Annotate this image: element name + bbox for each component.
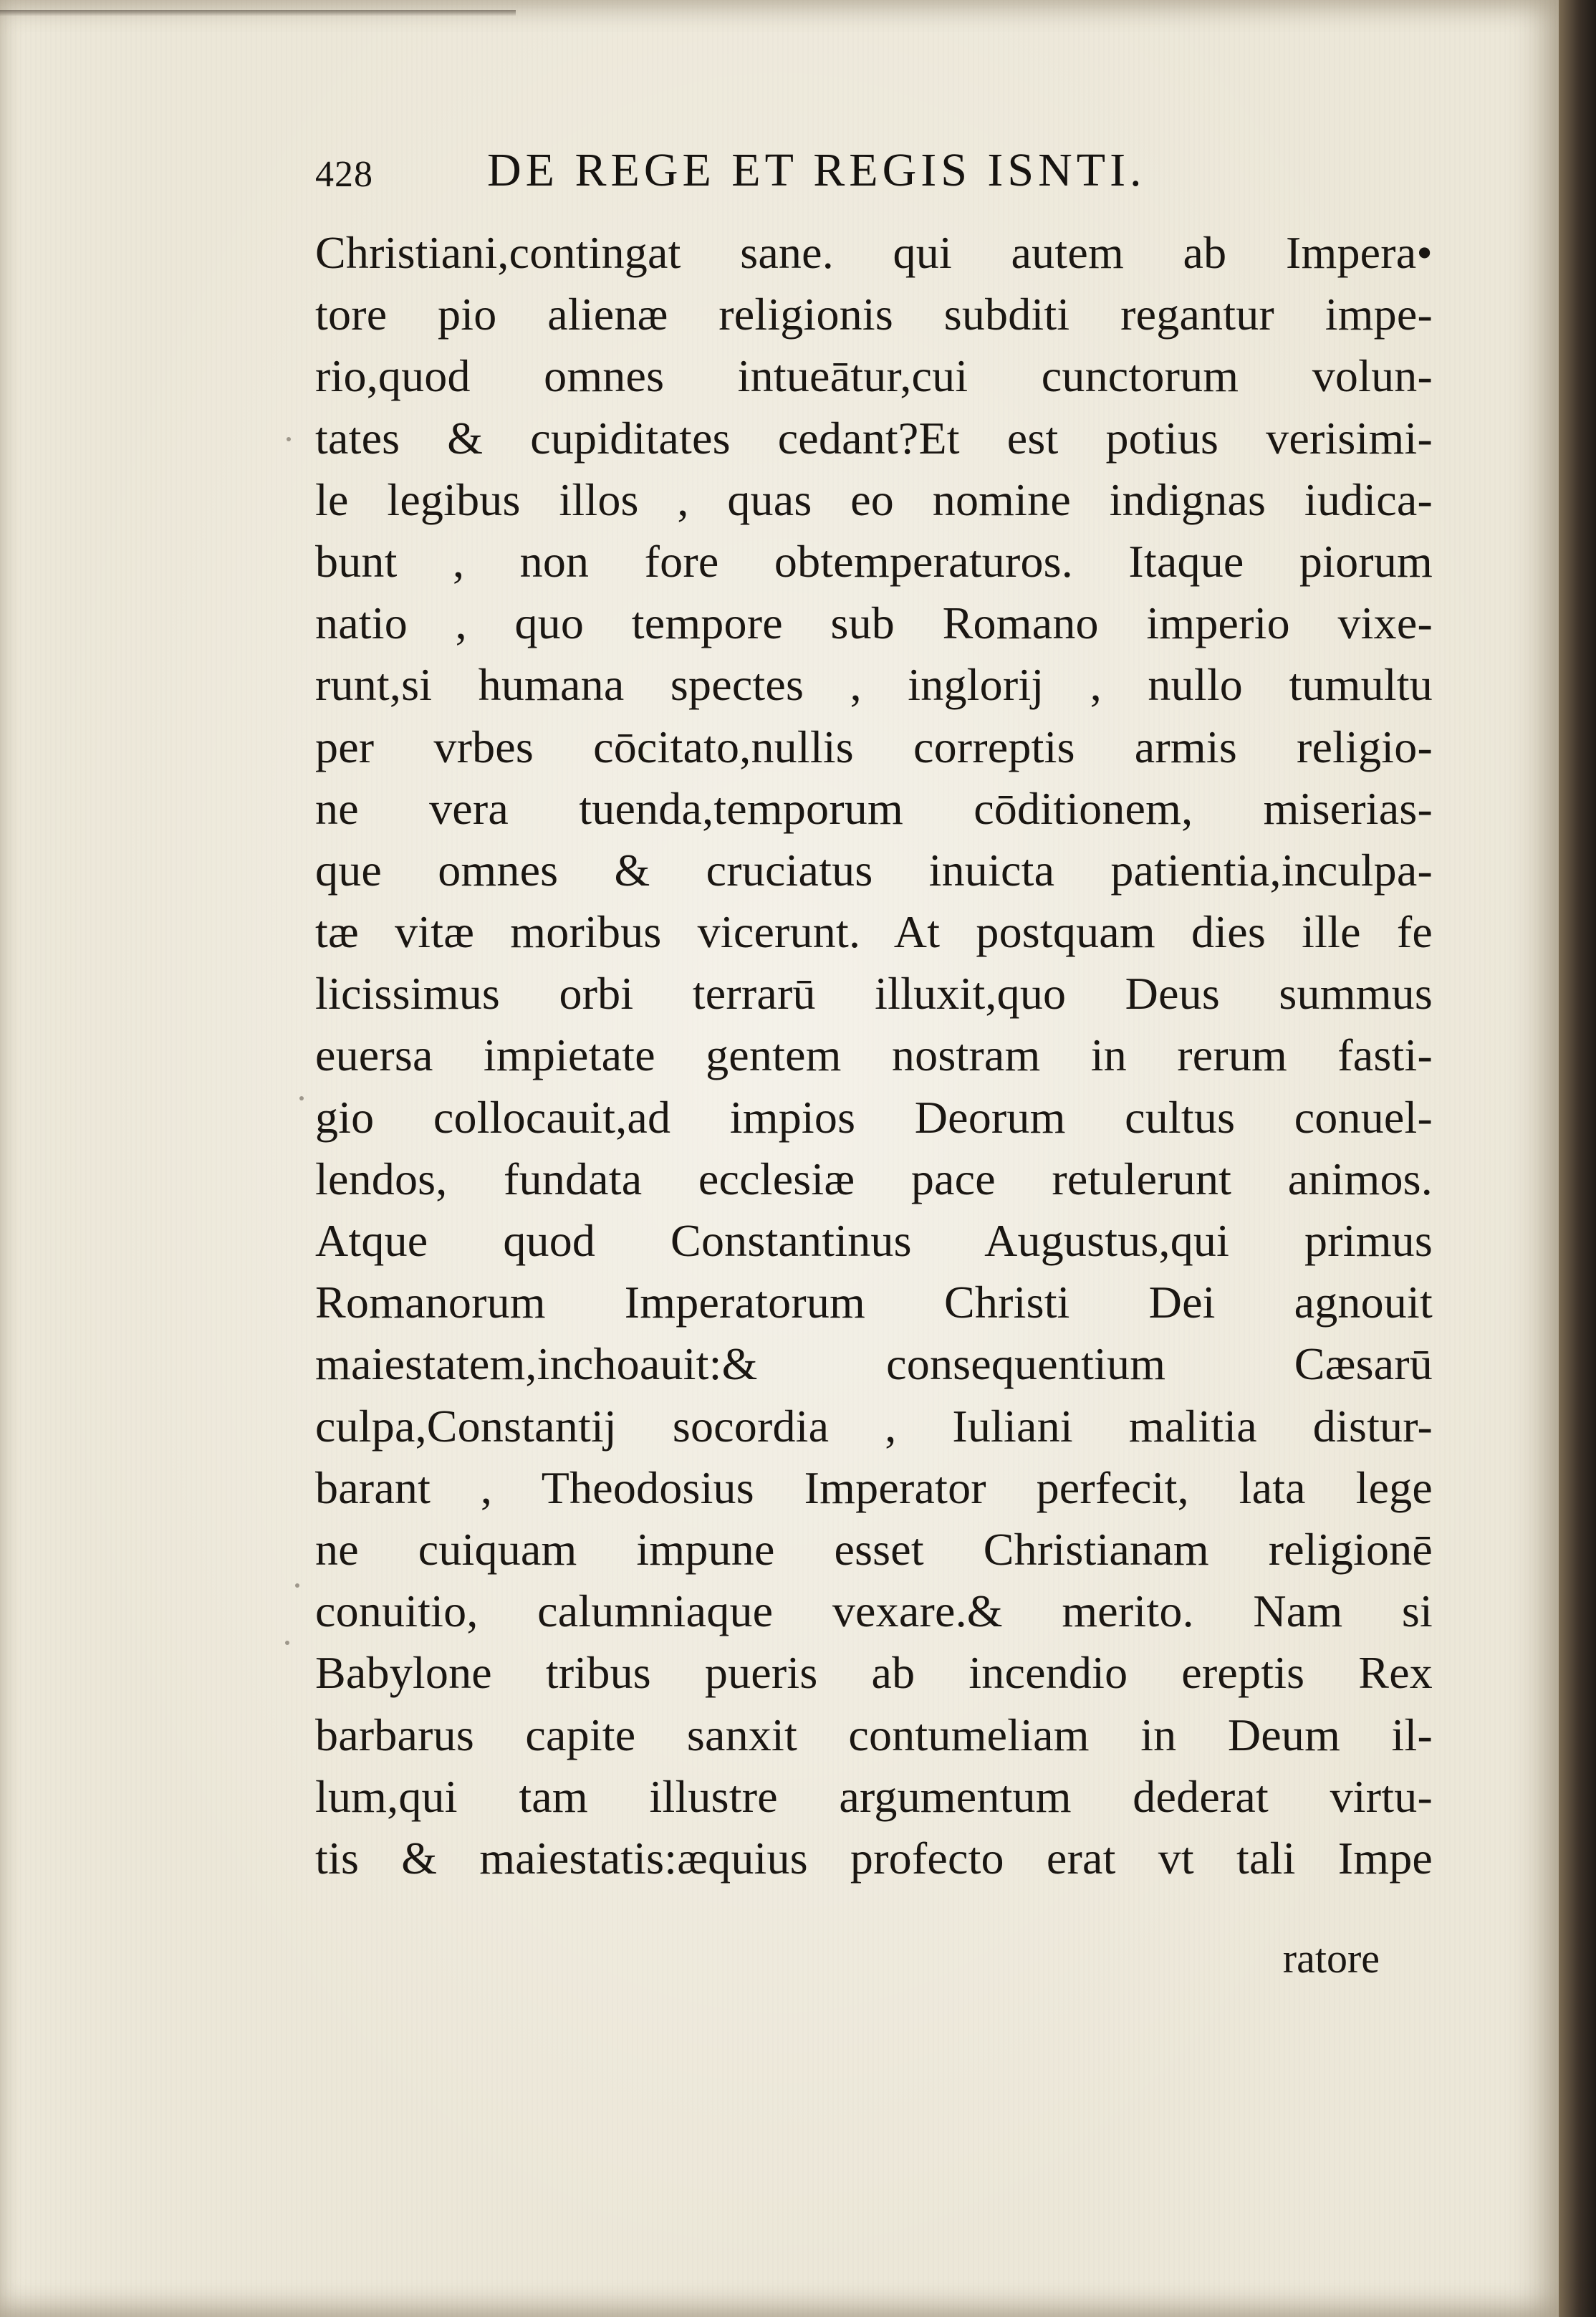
text-line: le legibus illos , quas eo nomine indignas iudica-: [315, 474, 1433, 525]
running-title: DE REGE ET REGIS ISNTI.: [487, 144, 1146, 196]
text-line: que omnes & cruciatus inuicta patientia,inculpa-: [315, 844, 1433, 896]
page-edge-shadow: [1559, 0, 1596, 2317]
body-text: [315, 222, 1433, 1889]
text-line: barbarus capite sanxit contumeliam in Deum il-: [315, 1709, 1433, 1760]
text-line: per vrbes cōcitato,nullis correptis armis religio-: [315, 721, 1433, 772]
text-line: ne cuiquam impune esset Christianam religionē: [315, 1523, 1433, 1575]
text-line: conuitio, calumniaque vexare.& merito. Nam si: [315, 1586, 1433, 1637]
margin-mark: [295, 1583, 299, 1588]
text-line: lum,qui tam illustre argumentum dederat virtu-: [315, 1770, 1433, 1822]
catchword: ratore: [1282, 1935, 1380, 1982]
text-line: Romanorum Imperatorum Christi Dei agnouit: [315, 1277, 1433, 1328]
text-line: Babylone tribus pueris ab incendio ereptis Rex: [315, 1647, 1433, 1699]
text-line: tore pio alienæ religionis subditi regantur impe-: [315, 289, 1433, 340]
text-line: culpa,Constantij socordia , Iuliani malitia distur-: [315, 1400, 1433, 1452]
running-head: [315, 143, 1289, 208]
text-line: Christiani,contingat sane. qui autem ab Impera•: [315, 227, 1433, 278]
text-line: gio collocauit,ad impios Deorum cultus conuel-: [315, 1091, 1433, 1143]
text-line: licissimus orbi terrarū illuxit,quo Deus summus: [315, 968, 1433, 1020]
text-line: bunt , non fore obtemperaturos. Itaque piorum: [315, 535, 1433, 587]
margin-mark: [299, 1096, 304, 1100]
text-line: tates & cupiditates cedant?Et est potius verisimi-: [315, 412, 1433, 464]
margin-mark: [287, 437, 291, 441]
page-number: 428: [315, 154, 373, 195]
text-line: barant , Theodosius Imperator perfecit, lata lege: [315, 1462, 1433, 1513]
text-line: rio,quod omnes intueātur,cui cunctorum volun-: [315, 350, 1433, 402]
text-line: ne vera tuenda,temporum cōditionem, miserias-: [315, 782, 1433, 834]
text-line: tæ vitæ moribus vicerunt. At postquam dies ille fe: [315, 906, 1433, 958]
text-line: euersa impietate gentem nostram in rerum fasti-: [315, 1030, 1433, 1081]
text-line: lendos, fundata ecclesiæ pace retulerunt animos.: [315, 1153, 1433, 1204]
text-line: runt,si humana spectes , inglorij , nullo tumultu: [315, 659, 1433, 711]
margin-mark: [285, 1641, 289, 1645]
top-edge-rule: [0, 10, 516, 16]
text-line: tis & maiestatis:æquius profecto erat vt tali Impe: [315, 1832, 1433, 1884]
text-line: natio , quo tempore sub Romano imperio vixe-: [315, 598, 1433, 649]
text-line: maiestatem,inchoauit:& consequentium Cæsarū: [315, 1338, 1433, 1390]
text-line: Atque quod Constantinus Augustus,qui primus: [315, 1215, 1433, 1266]
